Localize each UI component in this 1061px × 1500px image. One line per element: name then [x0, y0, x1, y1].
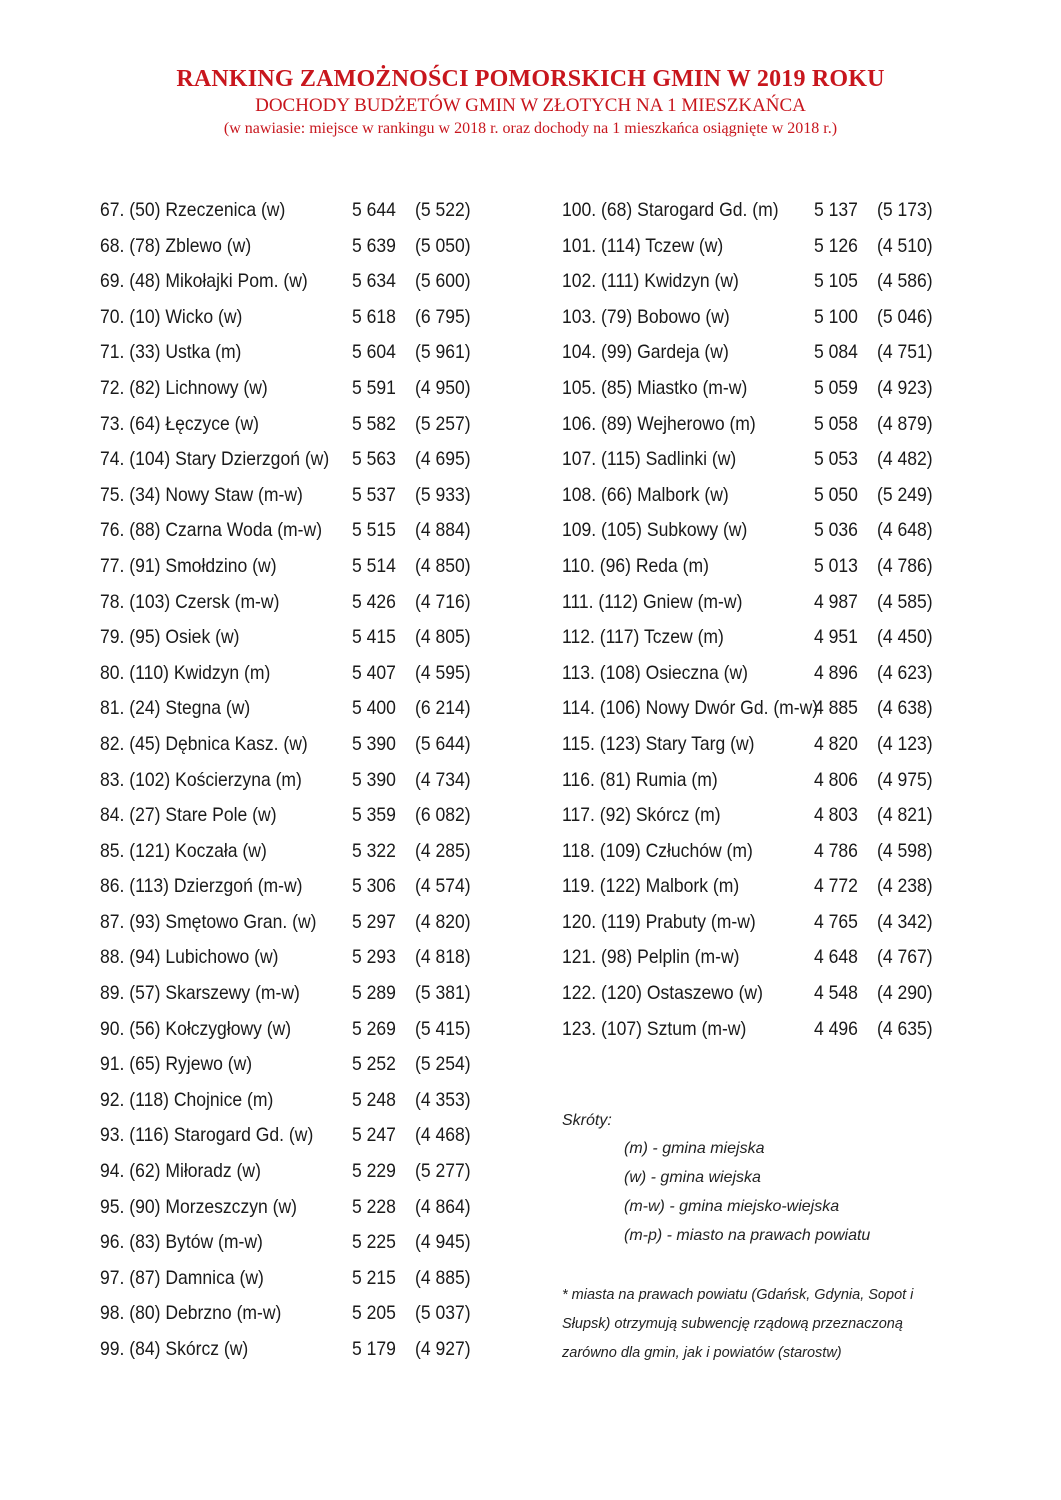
- income-2019: 5 390: [352, 732, 396, 755]
- ranking-row: [100, 585, 471, 621]
- municipality-name: 97. (87) Damnica (w): [100, 1266, 264, 1289]
- income-2018: (4 716): [415, 590, 471, 613]
- income-2019: 5 059: [814, 376, 858, 399]
- ranking-row: [562, 798, 933, 834]
- income-2019: 4 772: [814, 875, 858, 898]
- municipality-name: 86. (113) Dzierzgoń (m-w): [100, 875, 303, 898]
- ranking-row: [100, 656, 471, 692]
- income-2018: (5 381): [415, 982, 471, 1005]
- municipality-name: 95. (90) Morzeszczyn (w): [100, 1195, 298, 1218]
- income-2018: (4 923): [877, 376, 933, 399]
- income-2018: (4 927): [415, 1338, 471, 1360]
- income-2018: (4 598): [877, 839, 933, 862]
- income-2019: 5 306: [352, 875, 396, 898]
- income-2018: (4 638): [877, 697, 933, 720]
- footnote-line: * miasta na prawach powiatu (Gdańsk, Gdynia, Sopot i: [562, 1287, 914, 1303]
- municipality-name: 82. (45) Dębnica Kasz. (w): [100, 732, 308, 755]
- municipality-name: 91. (65) Ryjewo (w): [100, 1053, 253, 1076]
- municipality-name: 110. (96) Reda (m): [562, 554, 709, 577]
- document-title: RANKING ZAMOŻNOŚCI POMORSKICH GMIN W 2019 ROKU: [176, 66, 885, 92]
- income-2018: (4 285): [415, 839, 471, 862]
- income-2018: (4 884): [415, 519, 471, 542]
- ranking-row: [562, 193, 933, 229]
- income-2019: 5 297: [352, 910, 396, 933]
- ranking-row: [100, 834, 471, 870]
- income-2018: (4 586): [877, 270, 933, 293]
- ranking-row: [100, 264, 471, 300]
- income-2019: 4 806: [814, 768, 858, 791]
- income-2019: 5 390: [352, 768, 396, 791]
- income-2019: 5 293: [352, 946, 396, 969]
- municipality-name: 78. (103) Czersk (m-w): [100, 590, 280, 613]
- ranking-row: [100, 1047, 471, 1083]
- income-2018: (4 885): [415, 1266, 471, 1289]
- ranking-row: [100, 940, 471, 976]
- footnote-line: Słupsk) otrzymują subwencję rządową przeznaczoną: [562, 1316, 903, 1332]
- income-2018: (5 257): [415, 412, 471, 435]
- ranking-row: [100, 798, 471, 834]
- income-2018: (5 600): [415, 270, 471, 293]
- income-2018: (4 950): [415, 376, 471, 399]
- municipality-name: 84. (27) Stare Pole (w): [100, 804, 277, 827]
- income-2018: (4 353): [415, 1088, 471, 1111]
- document-note: (w nawiasie: miejsce w rankingu w 2018 r. oraz dochody na 1 mieszkańca osiągnięte w 2018 r.): [223, 120, 838, 137]
- income-2019: 4 820: [814, 732, 858, 755]
- ranking-row: [100, 513, 471, 549]
- income-2019: 4 885: [814, 697, 858, 720]
- ranking-row: [562, 371, 933, 407]
- ranking-row: [100, 691, 471, 727]
- municipality-name: 120. (119) Prabuty (m-w): [562, 910, 756, 933]
- income-2018: (4 468): [415, 1124, 471, 1147]
- income-2018: (4 751): [877, 341, 933, 364]
- income-2019: 4 896: [814, 661, 858, 684]
- income-2019: 5 100: [814, 305, 858, 328]
- ranking-row: [562, 940, 933, 976]
- ranking-column-left: [100, 193, 480, 1368]
- income-2019: 5 400: [352, 697, 396, 720]
- income-2019: 5 537: [352, 483, 396, 506]
- ranking-row: [562, 691, 933, 727]
- income-2018: (5 249): [877, 483, 933, 506]
- municipality-name: 118. (109) Człuchów (m): [562, 839, 753, 862]
- municipality-name: 122. (120) Ostaszewo (w): [562, 982, 763, 1005]
- legend-item: (m-p) - miasto na prawach powiatu: [624, 1227, 871, 1244]
- municipality-name: 113. (108) Osieczna (w): [562, 661, 748, 684]
- ranking-row: [100, 300, 471, 336]
- ranking-row: [100, 727, 471, 763]
- footnote-line: zarówno dla gmin, jak i powiatów (starostw): [562, 1345, 842, 1361]
- municipality-name: 105. (85) Miastko (m-w): [562, 376, 748, 399]
- income-2019: 5 229: [352, 1160, 396, 1183]
- municipality-name: 70. (10) Wicko (w): [100, 305, 243, 328]
- footnote: [562, 1281, 962, 1368]
- income-2019: 5 036: [814, 519, 858, 542]
- abbreviations-legend: [562, 1108, 870, 1250]
- income-2019: 5 105: [814, 270, 858, 293]
- income-2019: 4 803: [814, 804, 858, 827]
- income-2019: 4 987: [814, 590, 858, 613]
- ranking-row: [562, 442, 933, 478]
- income-2019: 5 050: [814, 483, 858, 506]
- ranking-row: [562, 976, 933, 1012]
- income-2018: (5 522): [415, 199, 471, 221]
- municipality-name: 117. (92) Skórcz (m): [562, 804, 721, 827]
- municipality-name: 101. (114) Tczew (w): [562, 234, 724, 257]
- ranking-row: [562, 585, 933, 621]
- ranking-row: [562, 763, 933, 799]
- municipality-name: 79. (95) Osiek (w): [100, 626, 240, 649]
- income-2018: (4 595): [415, 661, 471, 684]
- ranking-row: [562, 620, 933, 656]
- ranking-row: [100, 1190, 471, 1226]
- ranking-row: [100, 905, 471, 941]
- income-2018: (4 786): [877, 554, 933, 577]
- income-2018: (4 482): [877, 448, 933, 471]
- ranking-row: [562, 549, 933, 585]
- income-2019: 5 415: [352, 626, 396, 649]
- income-2018: (4 767): [877, 946, 933, 969]
- legend-heading: Skróty:: [562, 1112, 612, 1129]
- ranking-row: [562, 335, 933, 371]
- municipality-name: 116. (81) Rumia (m): [562, 768, 718, 791]
- ranking-row: [562, 1012, 933, 1048]
- municipality-name: 88. (94) Lubichowo (w): [100, 946, 279, 969]
- ranking-row: [100, 1012, 471, 1048]
- ranking-row: [100, 335, 471, 371]
- income-2018: (4 574): [415, 875, 471, 898]
- municipality-name: 108. (66) Malbork (w): [562, 483, 729, 506]
- income-2019: 5 248: [352, 1088, 396, 1111]
- income-2018: (5 277): [415, 1160, 471, 1183]
- income-2018: (4 238): [877, 875, 933, 898]
- municipality-name: 75. (34) Nowy Staw (m-w): [100, 483, 303, 506]
- income-2019: 5 126: [814, 234, 858, 257]
- income-2019: 5 515: [352, 519, 396, 542]
- income-2018: (4 450): [877, 626, 933, 649]
- municipality-name: 111. (112) Gniew (m-w): [562, 590, 743, 613]
- income-2018: (4 623): [877, 661, 933, 684]
- income-2018: (5 254): [415, 1053, 471, 1076]
- income-2019: 5 591: [352, 376, 396, 399]
- income-2019: 5 058: [814, 412, 858, 435]
- legend-item: (m-w) - gmina miejsko-wiejska: [624, 1198, 840, 1215]
- income-2019: 4 951: [814, 626, 858, 649]
- ranking-row: [100, 763, 471, 799]
- municipality-name: 89. (57) Skarszewy (m-w): [100, 982, 300, 1005]
- income-2019: 5 084: [814, 341, 858, 364]
- legend-item: (w) - gmina wiejska: [624, 1169, 761, 1186]
- ranking-column-right: [562, 193, 942, 1047]
- income-2019: 5 644: [352, 199, 396, 221]
- ranking-row: [100, 1225, 471, 1261]
- income-2019: 4 786: [814, 839, 858, 862]
- income-2019: 5 252: [352, 1053, 396, 1076]
- ranking-row: [100, 1296, 471, 1332]
- income-2018: (4 648): [877, 519, 933, 542]
- ranking-row: [562, 513, 933, 549]
- income-2019: 5 322: [352, 839, 396, 862]
- municipality-name: 119. (122) Malbork (m): [562, 875, 740, 898]
- municipality-name: 93. (116) Starogard Gd. (w): [100, 1124, 314, 1147]
- income-2018: (4 734): [415, 768, 471, 791]
- income-2019: 5 179: [352, 1338, 396, 1360]
- income-2019: 4 548: [814, 982, 858, 1005]
- income-2018: (5 050): [415, 234, 471, 257]
- income-2019: 5 563: [352, 448, 396, 471]
- municipality-name: 87. (93) Smętowo Gran. (w): [100, 910, 317, 933]
- municipality-name: 94. (62) Miłoradz (w): [100, 1160, 261, 1183]
- income-2019: 5 013: [814, 554, 858, 577]
- income-2019: 5 215: [352, 1266, 396, 1289]
- ranking-row: [100, 620, 471, 656]
- municipality-name: 77. (91) Smołdzino (w): [100, 554, 277, 577]
- municipality-name: 103. (79) Bobowo (w): [562, 305, 730, 328]
- income-2019: 5 269: [352, 1017, 396, 1040]
- income-2018: (4 510): [877, 234, 933, 257]
- municipality-name: 67. (50) Rzeczenica (w): [100, 199, 286, 221]
- municipality-name: 81. (24) Stegna (w): [100, 697, 251, 720]
- municipality-name: 102. (111) Kwidzyn (w): [562, 270, 739, 293]
- ranking-row: [100, 193, 471, 229]
- document-header: [0, 64, 1061, 140]
- income-2018: (4 879): [877, 412, 933, 435]
- income-2019: 5 634: [352, 270, 396, 293]
- ranking-row: [100, 976, 471, 1012]
- income-2019: 4 765: [814, 910, 858, 933]
- municipality-name: 121. (98) Pelplin (m-w): [562, 946, 740, 969]
- municipality-name: 99. (84) Skórcz (w): [100, 1338, 249, 1360]
- municipality-name: 96. (83) Bytów (m-w): [100, 1231, 263, 1254]
- municipality-name: 100. (68) Starogard Gd. (m): [562, 199, 779, 221]
- income-2018: (4 342): [877, 910, 933, 933]
- income-2019: 5 407: [352, 661, 396, 684]
- ranking-row: [100, 371, 471, 407]
- income-2019: 5 359: [352, 804, 396, 827]
- income-2018: (6 214): [415, 697, 471, 720]
- ranking-row: [562, 407, 933, 443]
- income-2019: 5 426: [352, 590, 396, 613]
- ranking-row: [562, 834, 933, 870]
- ranking-row: [562, 869, 933, 905]
- income-2018: (4 820): [415, 910, 471, 933]
- municipality-name: 68. (78) Zblewo (w): [100, 234, 252, 257]
- municipality-name: 76. (88) Czarna Woda (m-w): [100, 519, 323, 542]
- municipality-name: 92. (118) Chojnice (m): [100, 1088, 274, 1111]
- income-2018: (4 123): [877, 732, 933, 755]
- income-2018: (4 975): [877, 768, 933, 791]
- document-subtitle: DOCHODY BUDŻETÓW GMIN W ZŁOTYCH NA 1 MIESZKAŃCA: [255, 95, 806, 116]
- income-2018: (5 961): [415, 341, 471, 364]
- ranking-row: [562, 727, 933, 763]
- income-2019: 5 618: [352, 305, 396, 328]
- income-2019: 5 228: [352, 1195, 396, 1218]
- income-2018: (4 821): [877, 804, 933, 827]
- ranking-row: [562, 264, 933, 300]
- income-2018: (4 695): [415, 448, 471, 471]
- municipality-name: 106. (89) Wejherowo (m): [562, 412, 756, 435]
- income-2018: (4 850): [415, 554, 471, 577]
- income-2019: 5 639: [352, 234, 396, 257]
- municipality-name: 114. (106) Nowy Dwór Gd. (m-w): [562, 697, 819, 720]
- income-2019: 4 496: [814, 1017, 858, 1040]
- income-2019: 5 137: [814, 199, 858, 221]
- income-2019: 5 582: [352, 412, 396, 435]
- municipality-name: 85. (121) Koczała (w): [100, 839, 267, 862]
- income-2018: (4 635): [877, 1017, 933, 1040]
- municipality-name: 107. (115) Sadlinki (w): [562, 448, 737, 471]
- municipality-name: 73. (64) Łęczyce (w): [100, 412, 259, 435]
- income-2018: (4 585): [877, 590, 933, 613]
- ranking-row: [562, 229, 933, 265]
- ranking-row: [562, 300, 933, 336]
- income-2018: (4 818): [415, 946, 471, 969]
- ranking-row: [100, 1118, 471, 1154]
- ranking-row: [100, 229, 471, 265]
- ranking-row: [100, 1261, 471, 1297]
- municipality-name: 90. (56) Kołczygłowy (w): [100, 1017, 292, 1040]
- ranking-row: [100, 407, 471, 443]
- ranking-row: [562, 905, 933, 941]
- legend-item: (m) - gmina miejska: [624, 1140, 765, 1157]
- ranking-row: [100, 1083, 471, 1119]
- income-2018: (4 290): [877, 982, 933, 1005]
- municipality-name: 71. (33) Ustka (m): [100, 341, 242, 364]
- income-2019: 5 604: [352, 341, 396, 364]
- municipality-name: 83. (102) Kościerzyna (m): [100, 768, 302, 791]
- ranking-row: [100, 1332, 471, 1368]
- income-2019: 5 225: [352, 1231, 396, 1254]
- ranking-row: [100, 478, 471, 514]
- income-2018: (4 945): [415, 1231, 471, 1254]
- income-2018: (5 644): [415, 732, 471, 755]
- municipality-name: 80. (110) Kwidzyn (m): [100, 661, 271, 684]
- income-2018: (4 864): [415, 1195, 471, 1218]
- income-2019: 4 648: [814, 946, 858, 969]
- income-2019: 5 514: [352, 554, 396, 577]
- ranking-row: [562, 478, 933, 514]
- income-2018: (4 805): [415, 626, 471, 649]
- income-2018: (5 173): [877, 199, 933, 221]
- income-2019: 5 205: [352, 1302, 396, 1325]
- income-2018: (5 037): [415, 1302, 471, 1325]
- income-2018: (6 795): [415, 305, 471, 328]
- ranking-row: [100, 1154, 471, 1190]
- municipality-name: 74. (104) Stary Dzierzgoń (w): [100, 448, 330, 471]
- ranking-row: [100, 442, 471, 478]
- municipality-name: 112. (117) Tczew (m): [562, 626, 724, 649]
- municipality-name: 123. (107) Sztum (m-w): [562, 1017, 747, 1040]
- income-2018: (5 933): [415, 483, 471, 506]
- ranking-row: [562, 656, 933, 692]
- municipality-name: 72. (82) Lichnowy (w): [100, 376, 268, 399]
- municipality-name: 109. (105) Subkowy (w): [562, 519, 748, 542]
- ranking-row: [100, 869, 471, 905]
- municipality-name: 98. (80) Debrzno (m-w): [100, 1302, 282, 1325]
- income-2019: 5 053: [814, 448, 858, 471]
- income-2018: (5 046): [877, 305, 933, 328]
- income-2019: 5 247: [352, 1124, 396, 1147]
- income-2018: (6 082): [415, 804, 471, 827]
- municipality-name: 104. (99) Gardeja (w): [562, 341, 729, 364]
- income-2018: (5 415): [415, 1017, 471, 1040]
- municipality-name: 115. (123) Stary Targ (w): [562, 732, 755, 755]
- income-2019: 5 289: [352, 982, 396, 1005]
- municipality-name: 69. (48) Mikołajki Pom. (w): [100, 270, 308, 293]
- ranking-row: [100, 549, 471, 585]
